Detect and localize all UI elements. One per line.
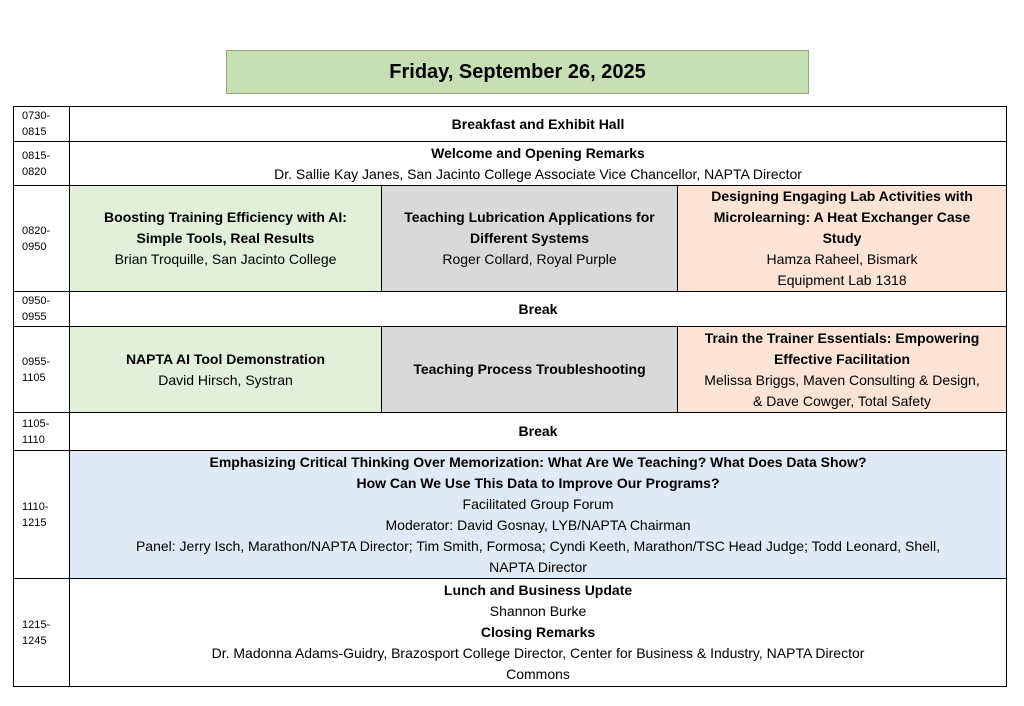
closing-title: Closing Remarks	[480, 624, 596, 640]
time-slot: 1215- 1245	[14, 579, 70, 687]
session-speaker: Hamza Raheel, Bismark	[766, 251, 918, 267]
session-cell	[382, 327, 678, 413]
session-title: Effective Facilitation	[773, 350, 911, 367]
session-title: Teaching Process Troubleshooting	[413, 361, 646, 377]
event-cell	[70, 142, 1007, 186]
time-slot: 1110- 1215	[14, 451, 70, 579]
session-cell	[70, 186, 382, 292]
time-slot: 0815- 0820	[14, 142, 70, 186]
session-title: Teaching Lubrication Applications for	[404, 209, 655, 225]
forum-panel: NAPTA Director	[489, 558, 587, 575]
session-title: Microlearning: A Heat Exchanger Case	[713, 209, 971, 225]
forum-title: How Can We Use This Data to Improve Our Programs?	[356, 474, 720, 491]
session-title: Simple Tools, Real Results	[136, 230, 315, 246]
event-cell	[70, 579, 1007, 687]
schedule-row-session-block-1	[14, 186, 1007, 292]
event-cell	[70, 413, 1007, 451]
session-title: Boosting Training Efficiency with AI:	[104, 209, 347, 225]
forum-format: Facilitated Group Forum	[462, 495, 614, 512]
schedule-row-session-block-2	[14, 327, 1007, 413]
event-speaker: Dr. Sallie Kay Janes, San Jacinto College Associate Vice Chancellor, NAPTA Director	[274, 165, 802, 182]
event-location: Commons	[506, 666, 570, 682]
forum-title: Emphasizing Critical Thinking Over Memorization: What Are We Teaching? What Does Data Show?	[209, 453, 867, 470]
forum-cell	[70, 451, 1007, 579]
forum-moderator: Moderator: David Gosnay, LYB/NAPTA Chairman	[385, 516, 691, 533]
page-title: Friday, September 26, 2025	[226, 50, 809, 94]
session-cell	[678, 327, 1007, 413]
schedule-row-break-1	[14, 292, 1007, 327]
lunch-title: Lunch and Business Update	[443, 582, 633, 598]
session-cell	[382, 186, 678, 292]
forum-panel: Panel: Jerry Isch, Marathon/NAPTA Director; Tim Smith, Formosa; Cyndi Keeth, Marathon/TSC Head Judge; Todd Leonard, Shell,	[135, 537, 941, 554]
session-cell	[678, 186, 1007, 292]
session-title: Designing Engaging Lab Activities with	[711, 188, 973, 204]
event-cell	[70, 107, 1007, 142]
session-title: NAPTA AI Tool Demonstration	[125, 350, 326, 367]
session-speaker: Melissa Briggs, Maven Consulting & Design,	[704, 371, 980, 388]
session-speaker: David Hirsch, Systran	[158, 371, 293, 388]
closing-speaker: Dr. Madonna Adams-Guidry, Brazosport College Director, Center for Business & Industry, NAPTA Director	[211, 645, 865, 661]
event-title: Break	[518, 300, 558, 317]
session-speaker: Brian Troquille, San Jacinto College	[114, 251, 337, 267]
session-cell	[70, 327, 382, 413]
schedule-row-lunch-closing	[14, 579, 1007, 687]
session-title: Different Systems	[469, 230, 590, 246]
session-location: Equipment Lab 1318	[777, 272, 907, 288]
event-cell	[70, 292, 1007, 327]
schedule-row-break-2	[14, 413, 1007, 451]
session-speaker: Roger Collard, Royal Purple	[442, 251, 617, 267]
event-title: Welcome and Opening Remarks	[431, 144, 645, 161]
time-slot: 0950- 0955	[14, 292, 70, 327]
time-slot: 0955- 1105	[14, 327, 70, 413]
schedule-row-breakfast	[14, 107, 1007, 142]
schedule-row-welcome	[14, 142, 1007, 186]
session-title: Study	[822, 230, 862, 246]
event-title: Break	[518, 423, 558, 439]
lunch-speaker: Shannon Burke	[489, 603, 587, 619]
session-title: Train the Trainer Essentials: Empowering	[704, 329, 980, 346]
time-slot: 0820- 0950	[14, 186, 70, 292]
time-slot: 0730- 0815	[14, 107, 70, 142]
time-slot: 1105- 1110	[14, 413, 70, 451]
session-speaker: & Dave Cowger, Total Safety	[753, 392, 931, 409]
event-title: Breakfast and Exhibit Hall	[451, 115, 625, 132]
schedule-row-forum	[14, 451, 1007, 579]
schedule-table	[13, 106, 1007, 687]
